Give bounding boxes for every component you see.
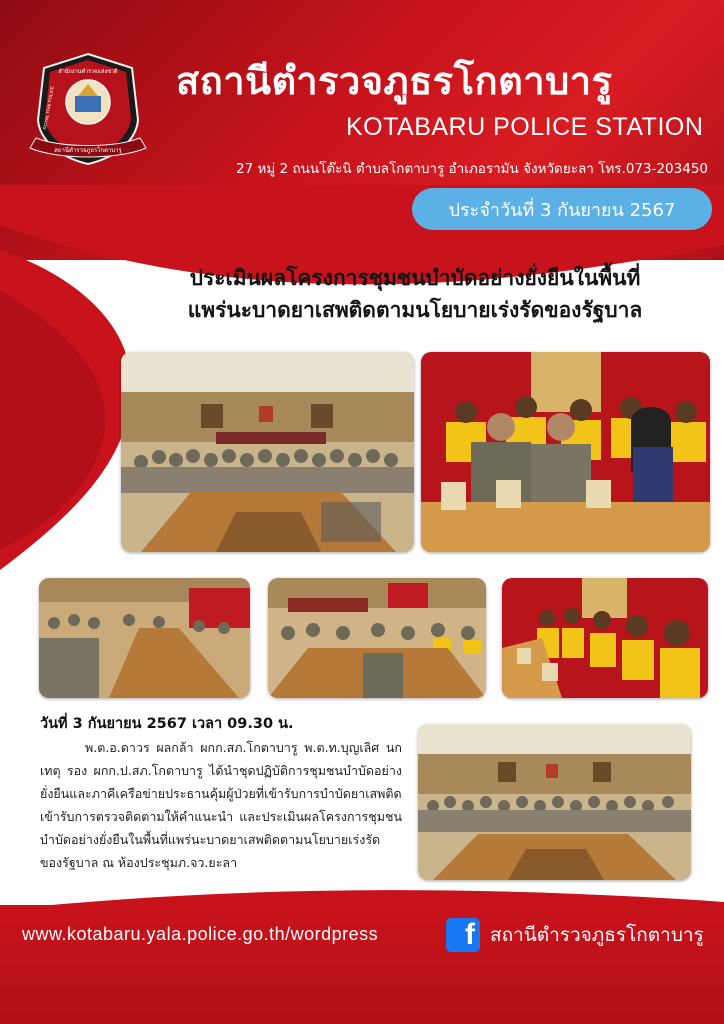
date-badge: ประจำวันที่ 3 กันยายน 2567 — [412, 188, 712, 230]
event-date-time: วันที่ 3 กันยายน 2567 เวลา 09.30 น. — [40, 716, 294, 732]
headline-line-2: แพร่นะบาดยาเสพติดตามนโยบายเร่งรัดของรัฐบาล — [187, 298, 643, 322]
photo-officers-table — [421, 352, 710, 552]
logo-bottom-text: สถานีตำรวจภูธรโกตาบารู — [54, 147, 122, 154]
station-address: 27 หมู่ 2 ถนนโต๊ะนิ ตำบลโกตาบารู อำเภอรามัน จังหวัดยะลา โทร.073-203450 — [236, 161, 708, 177]
facebook-page-name[interactable]: สถานีตำรวจภูธรโกตาบารู — [490, 924, 704, 946]
photo-meeting-room-wide — [121, 352, 414, 552]
website-link[interactable]: www.kotabaru.yala.police.go.th/wordpress — [22, 924, 379, 944]
logo-side-text: ROYAL THAI POLICE — [42, 85, 55, 130]
left-red-wave — [0, 250, 140, 610]
photo-meeting-room-second — [418, 724, 691, 880]
logo-top-text: สำนักงานตำรวจแห่งชาติ — [58, 69, 118, 75]
event-description — [40, 736, 402, 874]
headline-line-1: ประเมินผลโครงการชุมชนบำบัดอย่างยั่งยืนในพื้นที่ — [189, 266, 641, 290]
facebook-glyph: f — [465, 918, 475, 951]
headline — [120, 262, 710, 326]
police-logo — [28, 50, 148, 168]
event-paragraph: พ.ต.อ.ดาวร ผลกล้า ผกก.สภ.โกตาบารู พ.ต.ท.บุญเลิศ นกเทตุ รอง ผกก.ป.สภ.โกตาบารู ได้นำชุดปฏิบัติการชุมชนบำบัดอย่างยั่งยืนและภาคีเครือข่ายประธานคุ้มผู้ป่วยที่เข้ารับการบำบัดยาเสพติดเข้ารับการตรวจติดตามให้คำแนะนำ และประเมินผลโครงการชุมชนบำบัดอย่างยั่งยืนในพื้นที่แพร่นะบาดยาเสพติดตามนโยบายเร่งรัดของรัฐบาล ณ ห้องประชุมภ.จว.ยะลา — [40, 740, 402, 870]
photo-meeting-center — [268, 578, 486, 698]
facebook-icon[interactable] — [446, 918, 480, 952]
station-title-thai: สถานีตำรวจภูธรโกตาบารู — [176, 59, 613, 103]
photo-participants-yellow — [502, 578, 708, 698]
station-title-english: KOTABARU POLICE STATION — [346, 113, 704, 141]
photo-meeting-left — [39, 578, 250, 698]
